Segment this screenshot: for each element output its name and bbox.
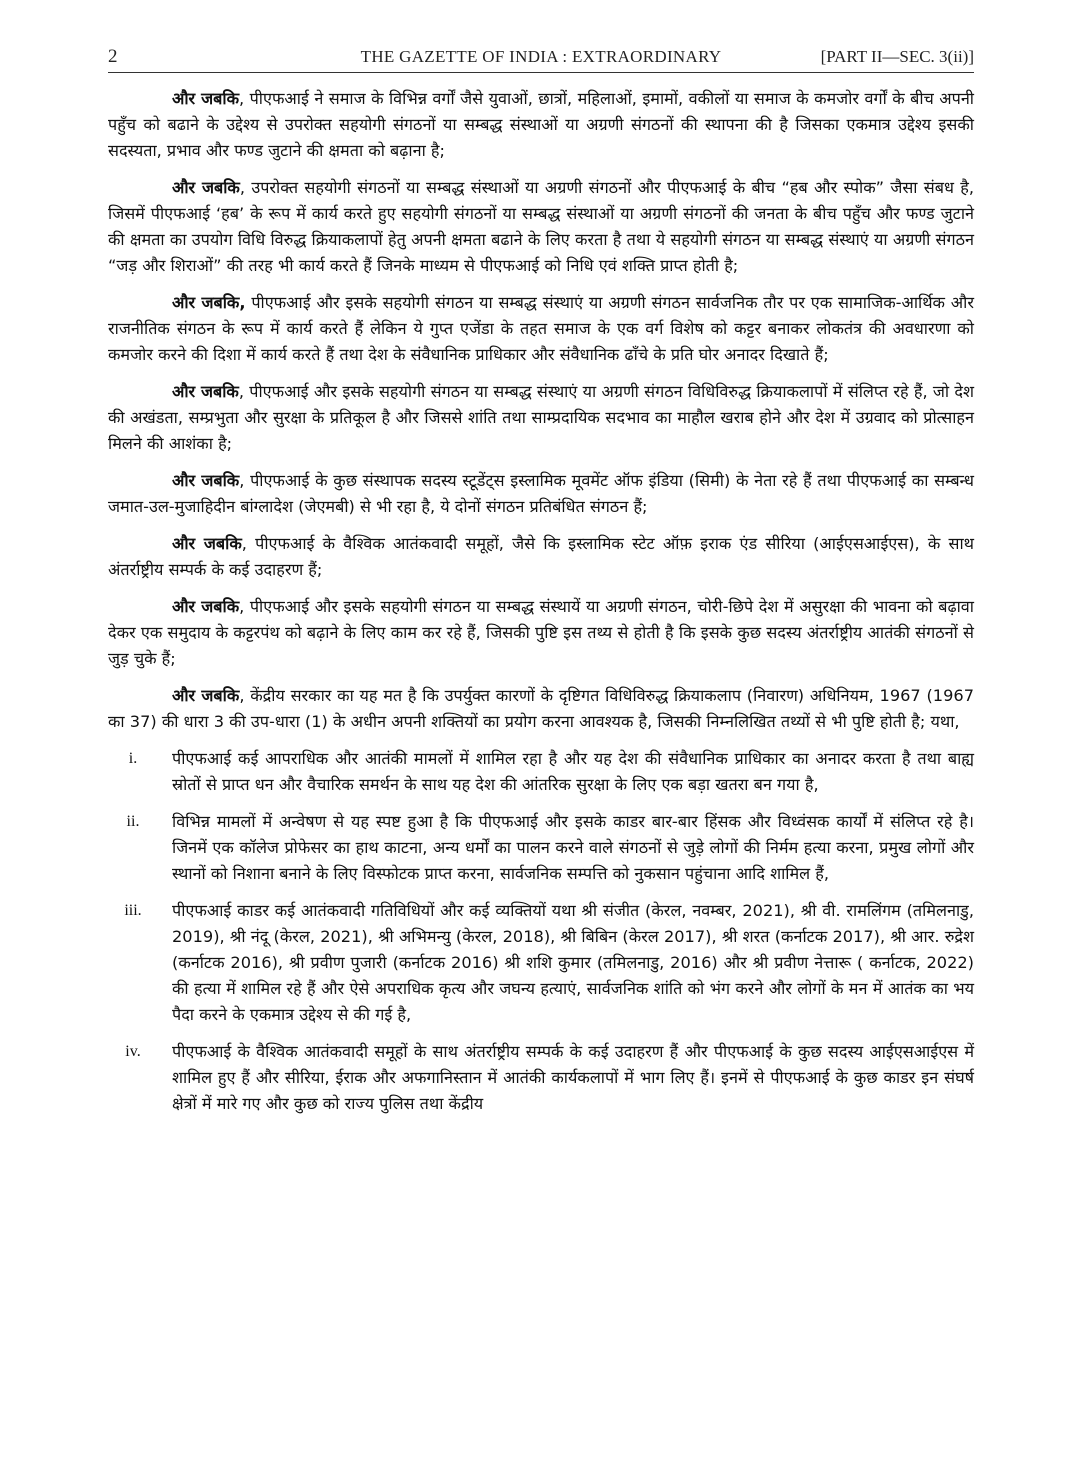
paragraph <box>108 175 974 279</box>
facts-list <box>108 746 974 1117</box>
paragraph-text: , पीएफआई के कुछ संस्थापक सदस्य स्टूडेंट्स इस्लामिक मूवमेंट ऑफ इंडिया (सिमी) के नेता रहे हैं तथा पीएफआई का सम्बन्ध जमात-उल-मुजाहिदीन बांग्लादेश (जेएमबी) से भी रहा है, ये दोनों संगठन प्रतिबंधित संगठन हैं; <box>108 471 975 516</box>
paragraph-text: , उपरोक्त सहयोगी संगठनों या सम्बद्ध संस्थाओं या अग्रणी संगठनों और पीएफआई के बीच “हब और स्पोक” जैसा संबध है, जिसमें पीएफआई ‘हब’ के रूप में कार्य करते हुए सहयोगी संगठनों या सम्बद्ध संस्थाओं या अग्रणी संगठनों की जनता के बीच पहुँच और फण्ड जुटाने की क्षमता का उपयोग विधि विरुद्ध क्रियाकलापों हेतु अपनी क्षमता बढाने के लिए करता है तथा ये सहयोगी संगठन या सम्बद्ध संस्थाएं या अग्रणी संगठन “जड़ और शिराओं” की तरह भी कार्य करते हैं जिनके माध्यम से पीएफआई को निधि एवं शक्ति प्राप्त होती है; <box>108 178 974 275</box>
paragraph-lead: और जबकि <box>172 178 240 197</box>
paragraph-text: , पीएफआई के वैश्विक आतंकवादी समूहों, जैसे कि इस्लामिक स्टेट ऑफ़ इराक एंड सीरिया (आईएसआईएस), के साथ अंतर्राष्ट्रीय सम्पर्क के कई उदाहरण हैं; <box>108 534 974 579</box>
paragraph-text: , पीएफआई और इसके सहयोगी संगठन या सम्बद्ध संस्थायें या अग्रणी संगठन, चोरी-छिपे देश में असुरक्षा की भावना को बढ़ावा देकर एक समुदाय के कट्टरपंथ को बढ़ाने के लिए काम कर रहे हैं, जिसकी पुष्टि इस तथ्य से होती है कि इसके कुछ सदस्य अंतर्राष्ट्रीय आतंकी संगठनों से जुड़ चुके हैं; <box>108 597 974 668</box>
list-item <box>108 746 974 798</box>
paragraph-text: , पीएफआई और इसके सहयोगी संगठन या सम्बद्ध संस्थाएं या अग्रणी संगठन विधिविरुद्ध क्रियाकलापों में संलिप्त रहे हैं, जो देश की अखंडता, सम्प्रभुता और सुरक्षा के प्रतिकूल है और जिससे शांति तथा साम्प्रदायिक सदभाव का माहौल खराब होने और देश में उग्रवाद को प्रोत्साहन मिलने की आशंका है; <box>108 382 974 453</box>
paragraph <box>108 379 974 457</box>
paragraph <box>108 86 974 164</box>
paragraph <box>108 531 974 583</box>
list-item-number: iii. <box>124 902 142 919</box>
paragraph-lead: और जबकि <box>172 597 240 616</box>
list-item-text: पीएफआई के वैश्विक आतंकवादी समूहों के साथ अंतर्राष्ट्रीय सम्पर्क के कई उदाहरण हैं और पीएफआई के कुछ सदस्य आईएसआईएस में शामिल हुए हैं और सीरिया, ईराक और अफगानिस्तान में आतंकी कार्यकलापों में भाग लिए हैं। इनमें से पीएफआई के कुछ काडर इन संघर्ष क्षेत्रों में मारे गए और कुछ को राज्य पुलिस तथा केंद्रीय <box>172 1042 974 1113</box>
paragraph <box>108 290 974 368</box>
header-rule <box>108 72 974 73</box>
list-item-number: i. <box>128 750 138 767</box>
paragraph-lead: और जबकि, <box>172 293 246 312</box>
paragraph-lead: और जबकि <box>172 382 239 401</box>
list-item-text: पीएफआई काडर कई आतंकवादी गतिविधियों और कई व्यक्तियों यथा श्री संजीत (केरल, नवम्बर, 2021), श्री वी. रामलिंगम (तमिलनाडु, 2019), श्री नंदू (केरल, 2021), श्री अभिमन्यु (केरल, 2018), श्री बिबिन (केरल 2017), श्री शरत (कर्नाटक 2017), श्री आर. रुद्रेश (कर्नाटक 2016), श्री प्रवीण पुजारी (कर्नाटक 2016) श्री शशि कुमार (तमिलनाडु, 2016) और श्री प्रवीण नेत्तारू ( कर्नाटक, 2022) की हत्या में शामिल रहे हैं और ऐसे अपराधिक कृत्य और जघन्य हत्याएं, सार्वजनिक शांति को भंग करने और लोगों के मन में आतंक का भय पैदा करने के एकमात्र उद्देश्य से की गई है, <box>172 901 974 1024</box>
part-section-label: [PART II—SEC. 3(ii)] <box>820 47 974 66</box>
document-body <box>108 86 974 1128</box>
list-item <box>108 898 974 1028</box>
paragraph-text: , पीएफआई ने समाज के विभिन्न वर्गों जैसे युवाओं, छात्रों, महिलाओं, इमामों, वकीलों या समाज के कमजोर वर्गों के बीच अपनी पहुँच को बढाने के उद्देश्य से उपरोक्त सहयोगी संगठनों या सम्बद्ध संस्थाओं या अग्रणी संगठनों की स्थापना की है जिसका एकमात्र उद्देश्य इसकी सदस्यता, प्रभाव और फण्ड जुटाने की क्षमता को बढ़ाना है; <box>108 89 975 160</box>
paragraph-lead: और जबकि <box>172 471 240 490</box>
list-item-text: पीएफआई कई आपराधिक और आतंकी मामलों में शामिल रहा है और यह देश की संवैधानिक प्राधिकार का अनादर करता है तथा बाह्य स्रोतों से प्राप्त धन और वैचारिक समर्थन के साथ यह देश की आंतरिक सुरक्षा के लिए एक बड़ा खतरा बन गया है, <box>172 749 974 794</box>
paragraph-lead: और जबकि <box>172 89 240 108</box>
paragraph-text: , केंद्रीय सरकार का यह मत है कि उपर्युक्त कारणों के दृष्टिगत विधिविरुद्ध क्रियाकलाप (निवारण) अधिनियम, 1967 (1967 का 37) की धारा 3 की उप-धारा (1) के अधीन अपनी शक्तियों का प्रयोग करना आवश्यक है, जिसकी निम्नलिखित तथ्यों से भी पुष्टि होती है; यथा, <box>108 686 974 731</box>
list-item <box>108 809 974 887</box>
paragraph <box>108 594 974 672</box>
paragraph-lead: और जबकि <box>172 686 240 705</box>
list-item-text: विभिन्न मामलों में अन्वेषण से यह स्पष्ट हुआ है कि पीएफआई और इसके काडर बार-बार हिंसक और विध्वंसक कार्यों में संलिप्त रहे है। जिनमें एक कॉलेज प्रोफेसर का हाथ काटना, अन्य धर्मों का पालन करने वाले संगठनों से जुड़े लोगों की निर्मम हत्या करना, प्रमुख लोगों और स्थानों को निशाना बनाने के लिए विस्फोटक प्राप्त करना, सार्वजनिक सम्पत्ति को नुकसान पहुंचाना आदि शामिल हैं, <box>172 812 974 883</box>
paragraph <box>108 468 974 520</box>
paragraph <box>108 683 974 735</box>
list-item-number: iv. <box>125 1043 141 1060</box>
paragraph-lead: और जबकि <box>172 534 242 553</box>
page-header <box>108 44 974 70</box>
page-number: 2 <box>108 46 118 67</box>
paragraph-text: पीएफआई और इसके सहयोगी संगठन या सम्बद्ध संस्थाएं या अग्रणी संगठन सार्वजनिक तौर पर एक सामाजिक-आर्थिक और राजनीतिक संगठन के रूप में कार्य करते हैं लेकिन ये गुप्त एजेंडा के तहत समाज के एक वर्ग विशेष को कट्टर बनाकर लोकतंत्र की अवधारणा को कमजोर करने की दिशा में कार्य करते हैं तथा देश के संवैधानिक प्राधिकार और संवैधानिक ढाँचे के प्रति घोर अनादर दिखाते हैं; <box>108 293 974 364</box>
gazette-title: THE GAZETTE OF INDIA : EXTRAORDINARY <box>360 47 722 66</box>
list-item <box>108 1039 974 1117</box>
list-item-number: ii. <box>126 813 140 830</box>
